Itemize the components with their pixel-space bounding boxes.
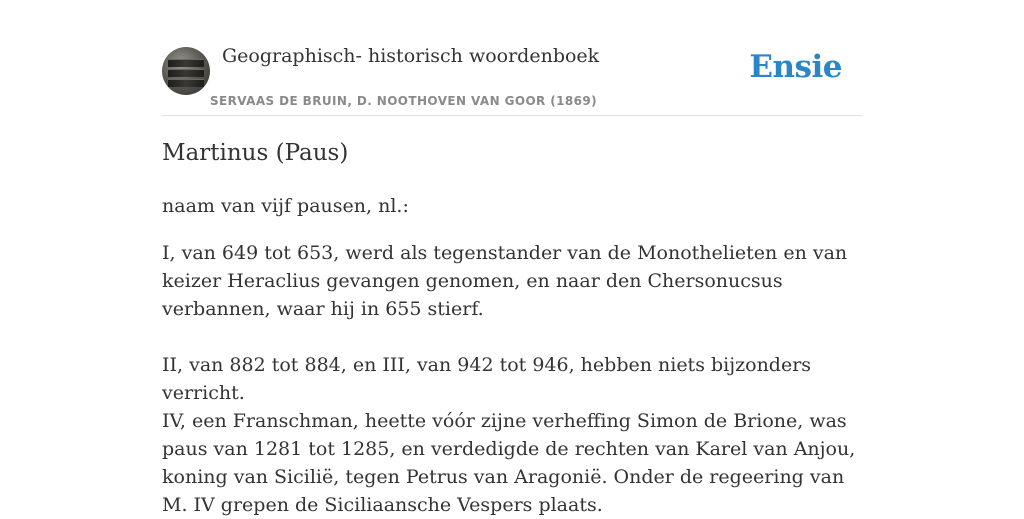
entry-paragraph: IV, een Franschman, heette vóór zijne verheffing Simon de Brione, was paus van 1281 tot 1285, en verdedigde de rechten van Karel van Anjou, koning van Sicilië, tegen Petrus van Aragonië. Onder de regeering van M. IV grepen de Siciliaansche Vespers plaats. [162,410,856,516]
ensie-logo-link[interactable]: Ensie [749,49,842,85]
books-avatar-icon [168,59,204,67]
book-spine [168,69,204,77]
entry-paragraph: naam van vijf pausen, nl.: [162,195,409,217]
source-book-title[interactable]: Geographisch- historisch woordenboek [222,45,600,67]
entry-paragraph: I, van 649 tot 653, werd als tegenstander van de Monothelieten en van keizer Heraclius gevangen genomen, en naar den Chersonucsus verbannen, waar hij in 655 stierf. [162,242,848,320]
source-header [162,0,862,116]
page-container [162,0,862,516]
book-spine [168,79,204,87]
source-authors: SERVAAS DE BRUIN, D. NOOTHOVEN VAN GOOR (1869) [210,94,598,108]
entry-paragraph: II, van 882 tot 884, en III, van 942 tot 946, hebben niets bijzonders verricht. [162,354,812,404]
entry-title: Martinus (Paus) [162,140,349,166]
book-cover-avatar[interactable] [162,47,210,95]
